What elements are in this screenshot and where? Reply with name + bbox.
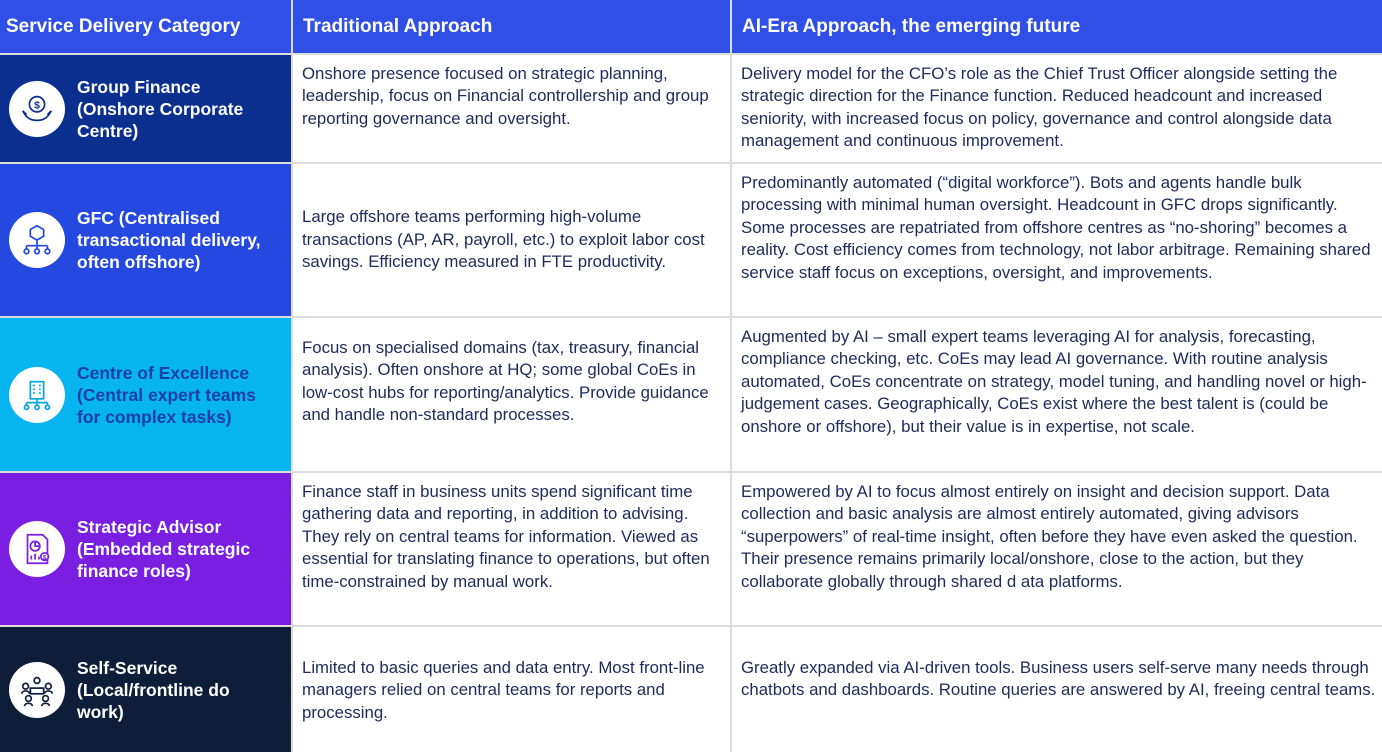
category-label: Strategic Advisor (Embedded strategic finance roles) (77, 517, 251, 581)
financial-report-icon (9, 521, 65, 577)
category-gfc (0, 164, 291, 316)
ai-era-cell: Delivery model for the CFO’s role as the Chief Trust Officer alongside setting the strategic direction for the Finance function. Reduced headcount and increased seniority, with increased focus on policy, governance and control alongside data management and continuous improvement. (732, 55, 1382, 162)
cell-text: Limited to basic queries and data entry. Most front-line managers relied on central teams for reports and processing. (302, 658, 705, 722)
category-label: Group Finance (Onshore Corporate Centre) (77, 76, 244, 141)
cell-text: Focus on specialised domains (tax, treasury, financial analysis). Often onshore at HQ; some global CoEs in low-cost hubs for reporting/analytics. Provide guidance and handle non-standard processes. (302, 338, 709, 425)
header-ai-era: AI-Era Approach, the emerging future (732, 0, 1382, 53)
category-group-finance (0, 55, 291, 162)
category-label: Self-Service (Local/frontline do work) (77, 657, 230, 722)
ai-era-cell: Augmented by AI – small expert teams leveraging AI for analysis, forecasting, compliance checking, etc. CoEs may lead AI governance. With routine analysis automated, CoEs concentrate on strategy, model tuning, and handling novel or high-judgement cases. Geographically, CoEs exist where the best talent is (could be onshore or offshore), but their value is in expertise, not scale. (732, 318, 1382, 471)
traditional-cell (293, 627, 730, 752)
header-traditional: Traditional Approach (293, 0, 730, 53)
hand-dollar-icon (9, 81, 65, 137)
network-hub-icon (9, 212, 65, 268)
category-self-service (0, 627, 291, 752)
category-strategic-advisor (0, 473, 291, 625)
building-network-icon (9, 367, 65, 423)
traditional-cell: Finance staff in business units spend significant time gathering data and reporting, in addition to advising. They rely on central teams for information. Viewed as essential for translating finance to operations, but often time-constrained by manual work. (293, 473, 730, 625)
ai-era-cell: Predominantly automated (“digital workforce”). Bots and agents handle bulk processing with minimal human oversight. Headcount in GFC drops significantly. Some processes are repatriated from offshore centres as “no-shoring” becomes a reality. Cost efficiency comes from technology, not labor arbitrage. Remaining shared service staff focus on exceptions, oversight, and improvements. (732, 164, 1382, 316)
traditional-cell: Onshore presence focused on strategic planning, leadership, focus on Financial controllership and group reporting governance and oversight. (293, 55, 730, 162)
svg-text:$: $ (34, 100, 40, 112)
cell-text: Greatly expanded via AI-driven tools. Business users self-serve many needs through chatbots and dashboards. Routine queries are answered by AI, freeing central teams. (741, 658, 1376, 700)
traditional-cell (293, 318, 730, 471)
header-category: Service Delivery Category (0, 0, 291, 53)
cell-text: Large offshore teams performing high-volume transactions (AP, AR, payroll, etc.) to exploit labor cost savings. Efficiency measured in FTE productivity. (302, 207, 705, 272)
category-centre-of-excellence (0, 318, 291, 471)
ai-era-cell: Empowered by AI to focus almost entirely on insight and decision support. Data collection and basic analysis are almost entirely automated, giving advisors “superpowers” of real-time insight, often before they have even asked the question. Their presence remains primarily local/onshore, close to the action, but they collaborate globally through shared d ata platforms. (732, 473, 1382, 625)
category-label: Centre of Excellence (Central expert teams for complex tasks) (77, 362, 256, 427)
category-label: GFC (Centralised transactional delivery, often offshore) (77, 208, 261, 272)
traditional-cell (293, 164, 730, 316)
svg-text:$: $ (42, 554, 47, 562)
ai-era-cell (732, 627, 1382, 752)
team-meeting-icon (9, 662, 65, 718)
